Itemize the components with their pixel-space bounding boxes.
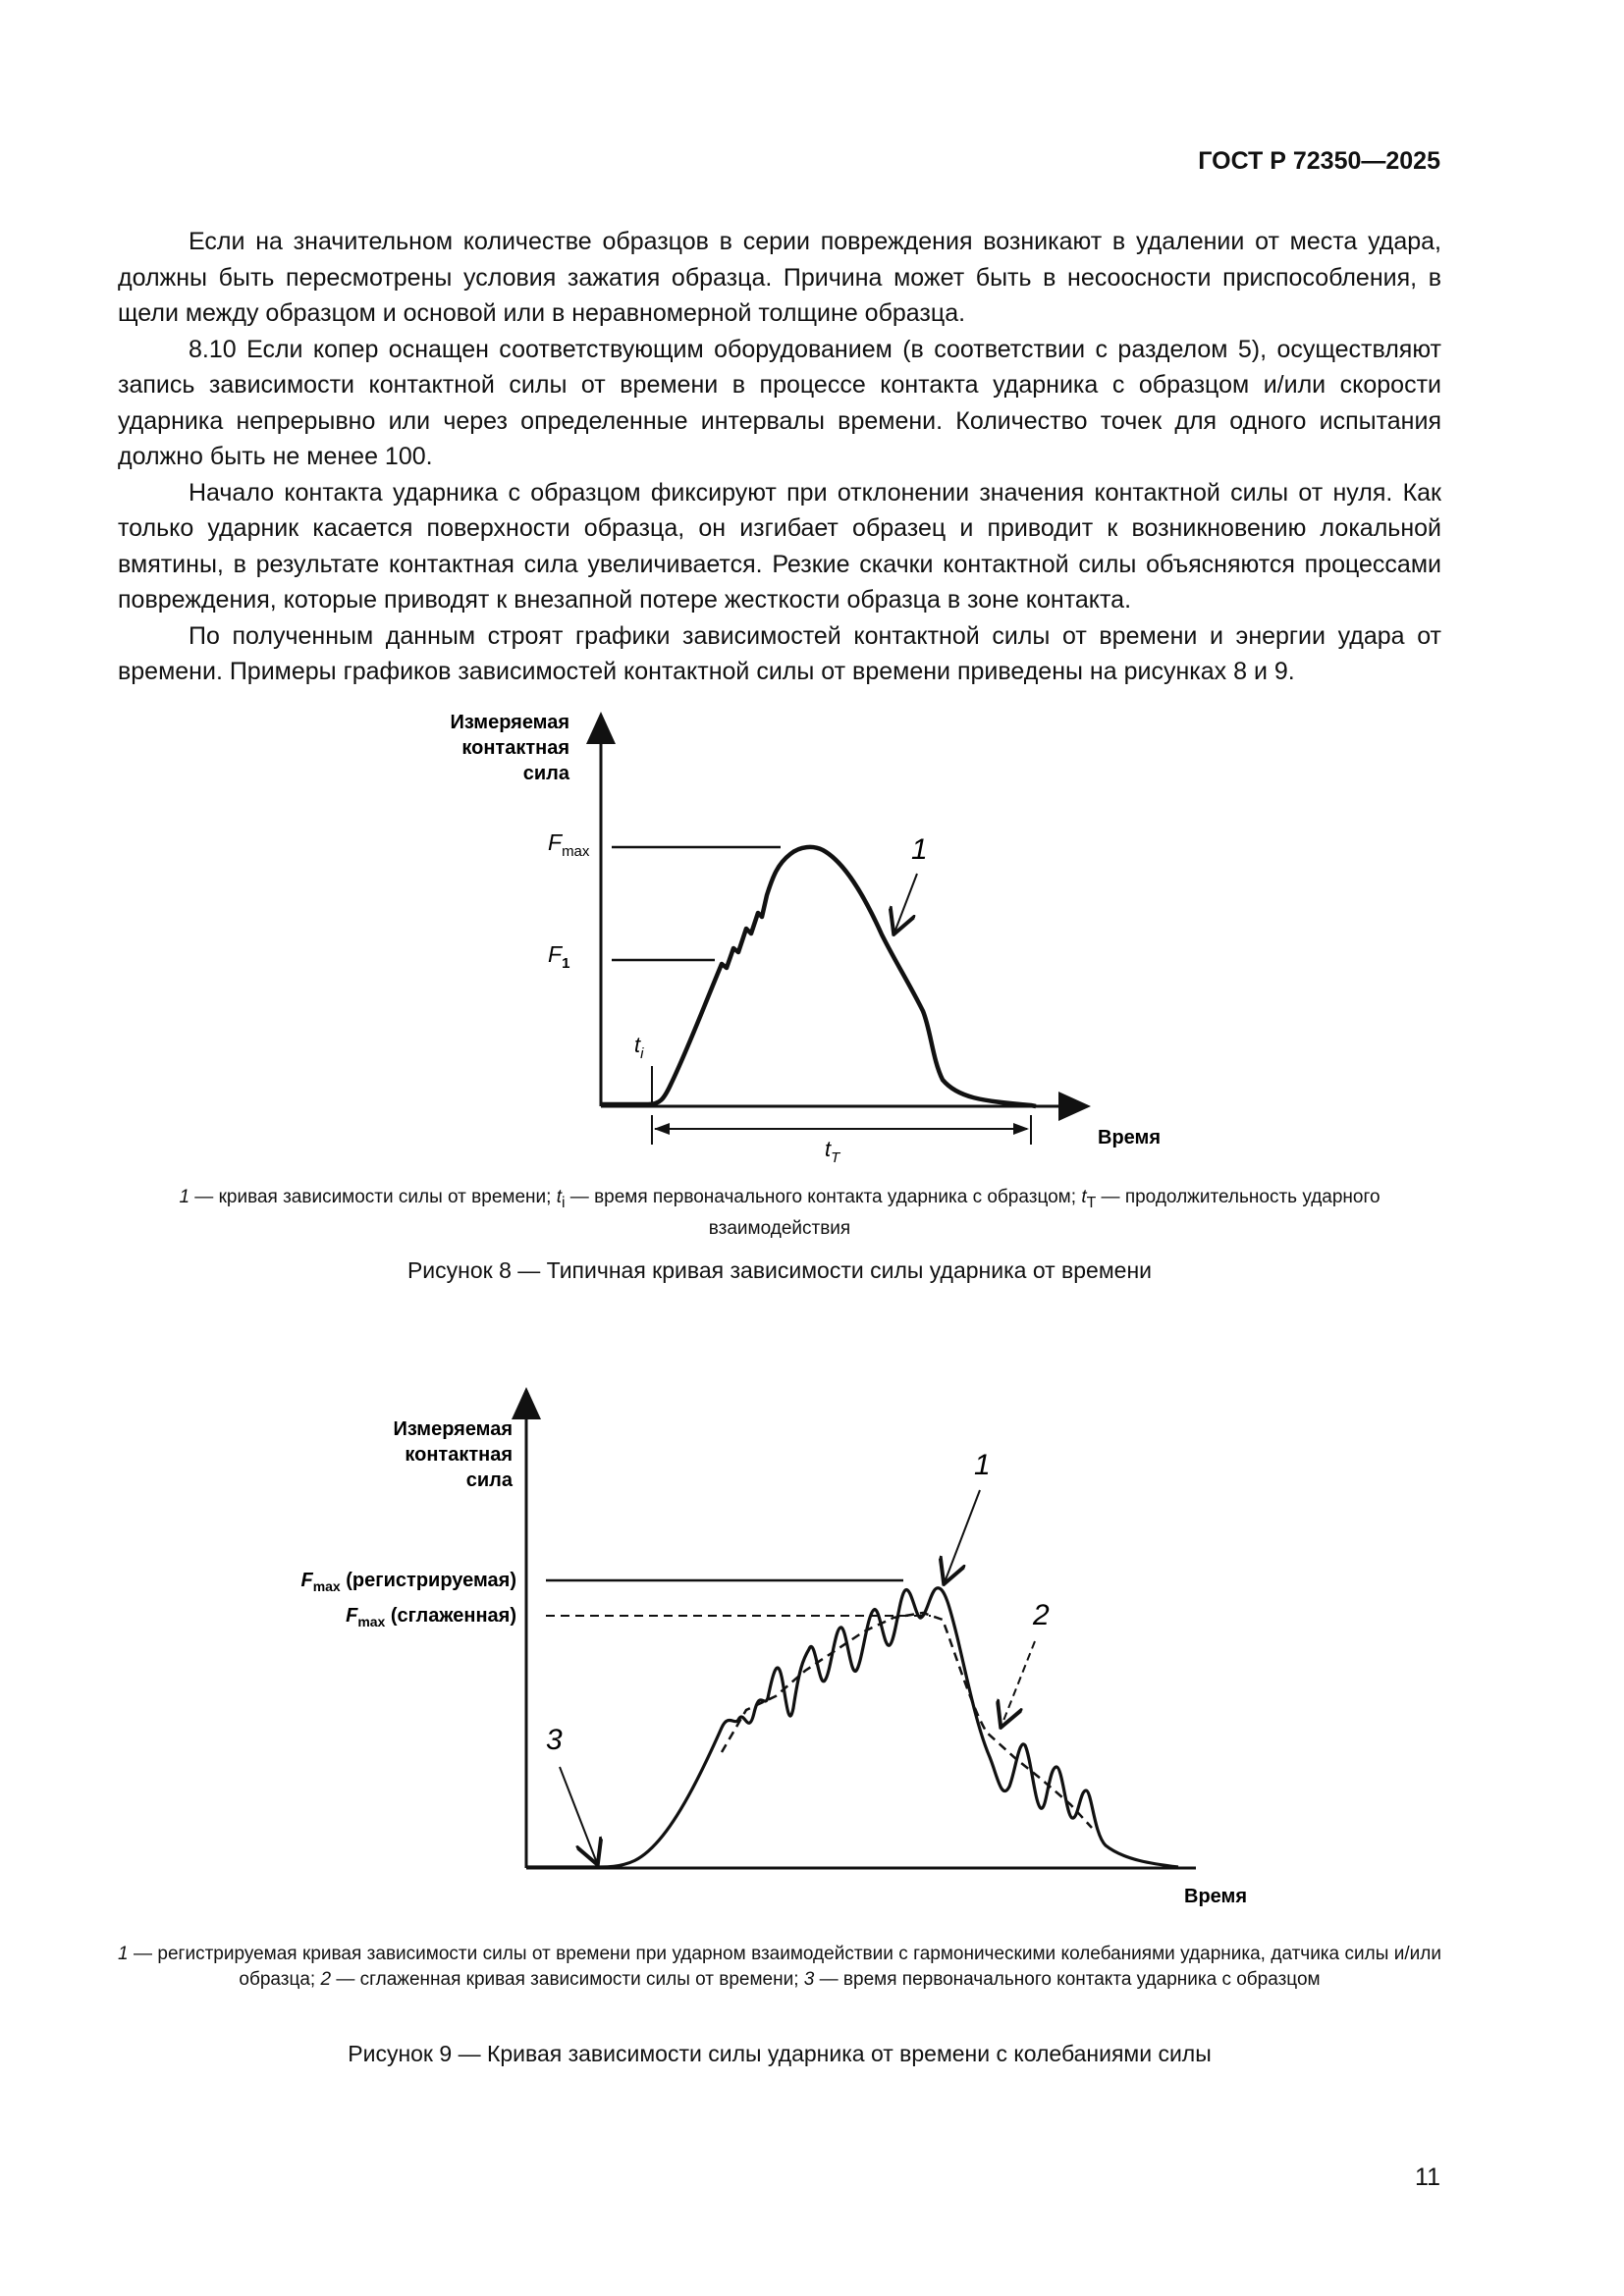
figure-8-legend: 1 — кривая зависимости силы от времени; $t_i$ — время первоначального контакта ударника с образцом; $t_T$ — продолжительность ударного взаимодействия xyxy=(179,1187,1380,1239)
ti-label: $t_i$ xyxy=(634,1033,644,1062)
figure-8-title: Рисунок 8 — Типичная кривая зависимости силы ударника от времени xyxy=(406,1257,1153,1283)
curve-label-2: 2 xyxy=(1033,1599,1050,1631)
paragraph: Начало контакта ударника с образцом фиксируют при отклонении значения контактной силы от нуля. Как только ударник касается поверхности образца, он изгибает образец и приводит к возникновению локальной вмятины, в результате контактная сила увеличивается. Резкие скачки контактной силы объясняются процессами повреждения, которые приводят к внезапной потере жесткости образца в зоне контакта. xyxy=(118,478,1441,614)
paragraph: По полученным данным строят графики зависимостей контактной силы от времени и энергии удара от времени. Примеры графиков зависимостей контактной силы от времени приведены на рисунках 8 и 9. xyxy=(118,621,1441,685)
y-axis-label-line: сила xyxy=(522,763,569,784)
figure-9-legend: 1 — регистрируемая кривая зависимости силы от времени при ударном взаимодействии с гармоническими колебаниями ударника, датчика силы и/или образца; 2 — сглаженная кривая зависимости силы от времени; 3 — время первоначального контакта ударника с образцом xyxy=(118,1944,1441,1990)
figure-9-title: Рисунок 9 — Кривая зависимости силы ударника от времени с колебаниями силы xyxy=(348,2041,1212,2066)
curve-label-2-pointer xyxy=(1001,1641,1035,1726)
curve-label-1: 1 xyxy=(974,1449,991,1481)
y-axis-label-line: Измеряемая xyxy=(393,1418,513,1440)
x-axis-label: Время xyxy=(1184,1886,1247,1907)
curve-label-1-pointer xyxy=(945,1490,980,1582)
curve-label-3: 3 xyxy=(546,1724,563,1756)
y-axis-label-line: сила xyxy=(465,1469,513,1491)
curve-label-3-pointer xyxy=(560,1767,597,1863)
registered-curve xyxy=(526,1588,1178,1867)
f1-label: $F_1$ xyxy=(548,941,570,972)
tt-label: $t_T$ xyxy=(825,1137,840,1166)
y-axis-label-line: контактная xyxy=(461,737,569,759)
page-number: 11 xyxy=(1415,2163,1440,2191)
paragraph: Если на значительном количестве образцов в серии повреждения возникают в удалении от места удара, должны быть пересмотрены условия зажатия образца. Причина может быть в несоосности приспособления, в щели между образцом и основой или в неравномерной толщине образца. xyxy=(118,228,1441,327)
y-axis-label-line: Измеряемая xyxy=(450,712,569,733)
x-axis-label: Время xyxy=(1098,1127,1161,1148)
curve-label-1: 1 xyxy=(911,833,928,866)
y-axis-label-line: контактная xyxy=(405,1444,513,1466)
fmax-registered-label: $F_{max}$ (регистрируемая) xyxy=(300,1570,516,1594)
fmax-smoothed-label: $F_{max}$ (сглаженная) xyxy=(346,1605,516,1629)
paragraph: 8.10 Если копер оснащен соответствующим оборудованием (в соответствии с разделом 5), осуществляют запись зависимости контактной силы от времени в процессе контакта ударника с образцом и/или скорости ударника непрерывно или через определенные интервалы времени. Количество точек для одного испытания должно быть не менее 100. xyxy=(118,335,1441,470)
fmax-label: $F_{max}$ xyxy=(548,829,590,860)
standard-header: ГОСТ Р 72350—2025 xyxy=(1198,147,1440,175)
